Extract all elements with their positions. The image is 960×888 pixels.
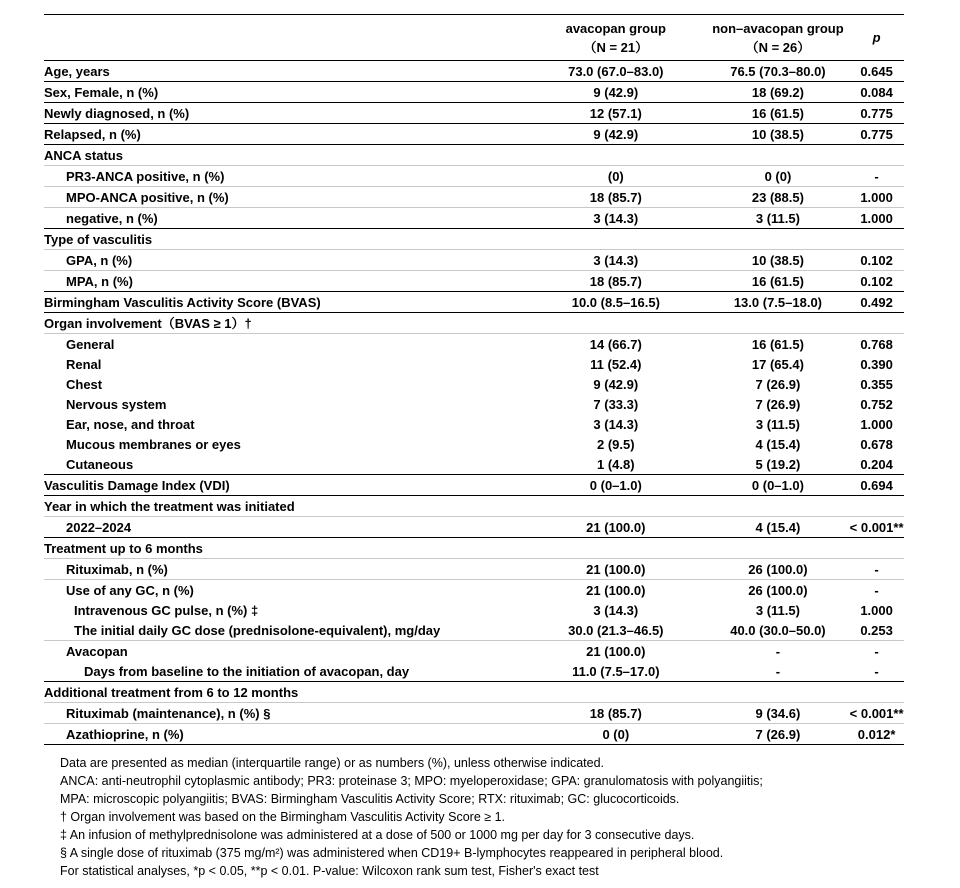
non-avacopan-value	[707, 496, 850, 517]
footnote-section: § A single dose of rituximab (375 mg/m²) was administered when CD19+ B-lymphocytes reappeared in peripheral blood.	[60, 846, 724, 860]
table-row	[44, 354, 904, 374]
table-row	[44, 271, 904, 292]
p-value: 0.390	[860, 356, 893, 372]
table-footnotes	[60, 754, 763, 880]
row-label: Newly diagnosed, n (%)	[44, 103, 525, 124]
non-avacopan-value: 16 (61.5)	[707, 103, 850, 124]
p-value: -	[874, 643, 879, 659]
table-row	[44, 374, 904, 394]
row-label: Use of any GC, n (%)	[66, 582, 194, 598]
avacopan-value: 3 (14.3)	[593, 602, 639, 618]
avacopan-value: 9 (42.9)	[525, 124, 707, 145]
avacopan-group-header: avacopan group （N = 21）	[525, 15, 707, 61]
non-avacopan-value: -	[707, 661, 850, 682]
p-value: 0.678	[860, 436, 893, 452]
row-label: Chest	[66, 376, 103, 392]
p-value: 0.694	[849, 475, 904, 496]
p-value: 1.000	[860, 602, 893, 618]
row-label: General	[66, 336, 115, 352]
non-avacopan-value: 0 (0–1.0)	[707, 475, 850, 496]
p-value: 1.000	[849, 208, 904, 229]
avacopan-value	[525, 229, 707, 250]
avacopan-value: 73.0 (67.0–83.0)	[525, 61, 707, 82]
non-avacopan-value: 26 (100.0)	[748, 582, 808, 598]
non-avacopan-value: 26 (100.0)	[707, 559, 850, 580]
avacopan-value: 21 (100.0)	[525, 517, 707, 538]
p-value: 0.775	[849, 103, 904, 124]
row-label: Ear, nose, and throat	[66, 416, 195, 432]
avacopan-value: 11.0 (7.5–17.0)	[525, 661, 707, 682]
footnote-abbreviations-2: MPA: microscopic polyangiitis; BVAS: Birmingham Vasculitis Activity Score; RTX: rituximab; GC: glucocorticoids.	[60, 792, 680, 806]
non-avacopan-value: 40.0 (30.0–50.0)	[707, 620, 850, 641]
section-label: Treatment up to 6 months	[44, 538, 525, 559]
p-value	[849, 313, 904, 334]
p-value: -	[849, 661, 904, 682]
row-label: Cutaneous	[44, 454, 525, 475]
table-row	[44, 559, 904, 580]
section-row	[44, 538, 904, 559]
table-row	[44, 620, 904, 641]
non-avacopan-value: -	[775, 643, 781, 659]
avacopan-value: (0)	[525, 166, 707, 187]
p-value	[849, 229, 904, 250]
section-label: ANCA status	[44, 145, 525, 166]
table-row	[44, 124, 904, 145]
avacopan-value: 7 (33.3)	[593, 396, 639, 412]
avacopan-value: 3 (14.3)	[525, 208, 707, 229]
footnote-statistics: For statistical analyses, *p < 0.05, **p < 0.01. P-value: Wilcoxon rank sum test, Fisher's exact test	[60, 864, 599, 878]
section-label: Additional treatment from 6 to 12 months	[44, 682, 525, 703]
p-value-header: p	[849, 15, 904, 61]
table-row	[44, 414, 904, 434]
row-label: Intravenous GC pulse, n (%) ‡	[74, 602, 259, 618]
footnote-data-presentation: Data are presented as median (interquartile range) or as numbers (%), unless otherwise indicated.	[60, 756, 605, 770]
p-value	[849, 145, 904, 166]
p-value: 1.000	[849, 187, 904, 208]
non-avacopan-value: 7 (26.9)	[755, 376, 801, 392]
p-value: 0.253	[849, 620, 904, 641]
footnote-abbreviations-1: ANCA: anti-neutrophil cytoplasmic antibody; PR3: proteinase 3; MPO: myeloperoxidase; GPA: granulomatosis with polyangiitis;	[60, 774, 763, 788]
section-label: Type of vasculitis	[44, 229, 525, 250]
table-row	[44, 82, 904, 103]
avacopan-value: 12 (57.1)	[525, 103, 707, 124]
non-avacopan-group-header: non–avacopan group （N = 26）	[707, 15, 850, 61]
p-value: 0.084	[849, 82, 904, 103]
non-avacopan-value: 3 (11.5)	[755, 602, 800, 618]
non-avacopan-value: 17 (65.4)	[751, 356, 804, 372]
non-avacopan-value	[707, 682, 850, 703]
row-label: Birmingham Vasculitis Activity Score (BVAS)	[44, 292, 525, 313]
avacopan-value: 3 (14.3)	[525, 250, 707, 271]
avacopan-value: 0 (0–1.0)	[525, 475, 707, 496]
avacopan-value: 21 (100.0)	[525, 559, 707, 580]
avacopan-value: 11 (52.4)	[590, 356, 642, 372]
table-row	[44, 517, 904, 538]
row-label: Sex, Female, n (%)	[44, 82, 525, 103]
non-avacopan-value: 0 (0)	[707, 166, 850, 187]
avacopan-value: 3 (14.3)	[593, 416, 639, 432]
non-avacopan-value: 4 (15.4)	[707, 517, 850, 538]
section-row	[44, 313, 904, 334]
section-row	[44, 496, 904, 517]
p-value	[849, 496, 904, 517]
non-avacopan-value: 76.5 (70.3–80.0)	[707, 61, 850, 82]
section-label: Year in which the treatment was initiated	[44, 496, 525, 517]
row-label: 2022–2024	[44, 517, 525, 538]
row-label: Renal	[66, 356, 102, 372]
non-avacopan-value	[707, 229, 850, 250]
p-value: 0.102	[849, 271, 904, 292]
non-avacopan-value: 9 (34.6)	[707, 703, 850, 724]
row-label: MPO-ANCA positive, n (%)	[44, 187, 525, 208]
p-value: 0.492	[849, 292, 904, 313]
avacopan-value: 9 (42.9)	[593, 376, 639, 392]
footnote-dagger: † Organ involvement was based on the Birmingham Vasculitis Activity Score ≥ 1.	[60, 810, 506, 824]
non-avacopan-value: 4 (15.4)	[755, 436, 801, 452]
row-label: Mucous membranes or eyes	[66, 436, 241, 452]
p-value: 0.645	[849, 61, 904, 82]
table-row	[44, 475, 904, 496]
table-row	[44, 334, 904, 355]
section-row	[44, 229, 904, 250]
non-avacopan-value: 5 (19.2)	[707, 454, 850, 475]
p-value: 0.102	[849, 250, 904, 271]
row-label: PR3-ANCA positive, n (%)	[44, 166, 525, 187]
non-avacopan-value: 16 (61.5)	[751, 336, 804, 352]
avacopan-value	[525, 145, 707, 166]
p-value: -	[874, 582, 879, 598]
avacopan-value: 9 (42.9)	[525, 82, 707, 103]
table-row	[44, 187, 904, 208]
table-row	[44, 434, 904, 454]
non-avacopan-value: 13.0 (7.5–18.0)	[707, 292, 850, 313]
row-label: Rituximab, n (%)	[44, 559, 525, 580]
p-value: -	[849, 166, 904, 187]
avacopan-value: 14 (66.7)	[589, 336, 642, 352]
table-row	[44, 454, 904, 475]
non-avacopan-value: 10 (38.5)	[707, 124, 850, 145]
characteristics-table	[44, 14, 904, 745]
non-avacopan-value: 7 (26.9)	[707, 724, 850, 745]
row-label: Age, years	[44, 61, 525, 82]
section-label: Organ involvement（BVAS ≥ 1）†	[44, 313, 525, 334]
row-label: negative, n (%)	[44, 208, 525, 229]
row-label: Vasculitis Damage Index (VDI)	[44, 475, 525, 496]
row-label: Days from baseline to the initiation of avacopan, day	[44, 661, 525, 682]
p-value: < 0.001**	[849, 517, 904, 538]
table-row	[44, 641, 904, 662]
non-avacopan-value: 3 (11.5)	[707, 208, 850, 229]
avacopan-value: 10.0 (8.5–16.5)	[525, 292, 707, 313]
table-row	[44, 61, 904, 82]
avacopan-value: 18 (85.7)	[525, 271, 707, 292]
table-row	[44, 250, 904, 271]
section-row	[44, 682, 904, 703]
row-label: Nervous system	[66, 396, 167, 412]
table-row	[44, 292, 904, 313]
row-label: Azathioprine, n (%)	[44, 724, 525, 745]
p-value: 0.752	[860, 396, 893, 412]
avacopan-value	[525, 538, 707, 559]
avacopan-value	[525, 313, 707, 334]
non-avacopan-value: 3 (11.5)	[755, 416, 800, 432]
p-value: 0.775	[849, 124, 904, 145]
p-value: -	[849, 559, 904, 580]
avacopan-value: 2 (9.5)	[597, 436, 635, 452]
row-label: Relapsed, n (%)	[44, 124, 525, 145]
avacopan-value: 21 (100.0)	[586, 582, 646, 598]
non-avacopan-value: 10 (38.5)	[707, 250, 850, 271]
p-value: 0.012*	[849, 724, 904, 745]
non-avacopan-value	[707, 145, 850, 166]
p-value: 0.355	[860, 376, 893, 392]
table-row	[44, 208, 904, 229]
non-avacopan-value: 18 (69.2)	[707, 82, 850, 103]
avacopan-value: 1 (4.8)	[525, 454, 707, 475]
avacopan-value: 21 (100.0)	[586, 643, 646, 659]
p-value: 0.204	[849, 454, 904, 475]
table-row	[44, 103, 904, 124]
non-avacopan-value: 23 (88.5)	[707, 187, 850, 208]
p-value: < 0.001**	[849, 703, 904, 724]
row-label: GPA, n (%)	[44, 250, 525, 271]
section-row	[44, 145, 904, 166]
table-row	[44, 724, 904, 745]
table-row	[44, 580, 904, 601]
table-row	[44, 661, 904, 682]
footnote-double-dagger: ‡ An infusion of methylprednisolone was administered at a dose of 500 or 1000 mg per day for 3 consecutive days.	[60, 828, 695, 842]
header-blank	[44, 15, 525, 61]
non-avacopan-value: 16 (61.5)	[707, 271, 850, 292]
non-avacopan-value: 7 (26.9)	[755, 396, 801, 412]
avacopan-value: 30.0 (21.3–46.5)	[525, 620, 707, 641]
avacopan-value: 18 (85.7)	[525, 187, 707, 208]
table-row	[44, 394, 904, 414]
non-avacopan-value	[707, 313, 850, 334]
avacopan-value	[525, 682, 707, 703]
header-row	[44, 15, 904, 61]
p-value: 1.000	[860, 416, 893, 432]
non-avacopan-value	[707, 538, 850, 559]
table-row	[44, 166, 904, 187]
avacopan-value: 18 (85.7)	[525, 703, 707, 724]
table-row	[44, 703, 904, 724]
row-label: Rituximab (maintenance), n (%) §	[44, 703, 525, 724]
p-value	[849, 538, 904, 559]
p-value: 0.768	[860, 336, 893, 352]
p-value	[849, 682, 904, 703]
table-row	[44, 600, 904, 620]
avacopan-value: 0 (0)	[525, 724, 707, 745]
row-label: The initial daily GC dose (prednisolone-equivalent), mg/day	[44, 620, 525, 641]
row-label: Avacopan	[66, 643, 128, 659]
avacopan-value	[525, 496, 707, 517]
row-label: MPA, n (%)	[44, 271, 525, 292]
